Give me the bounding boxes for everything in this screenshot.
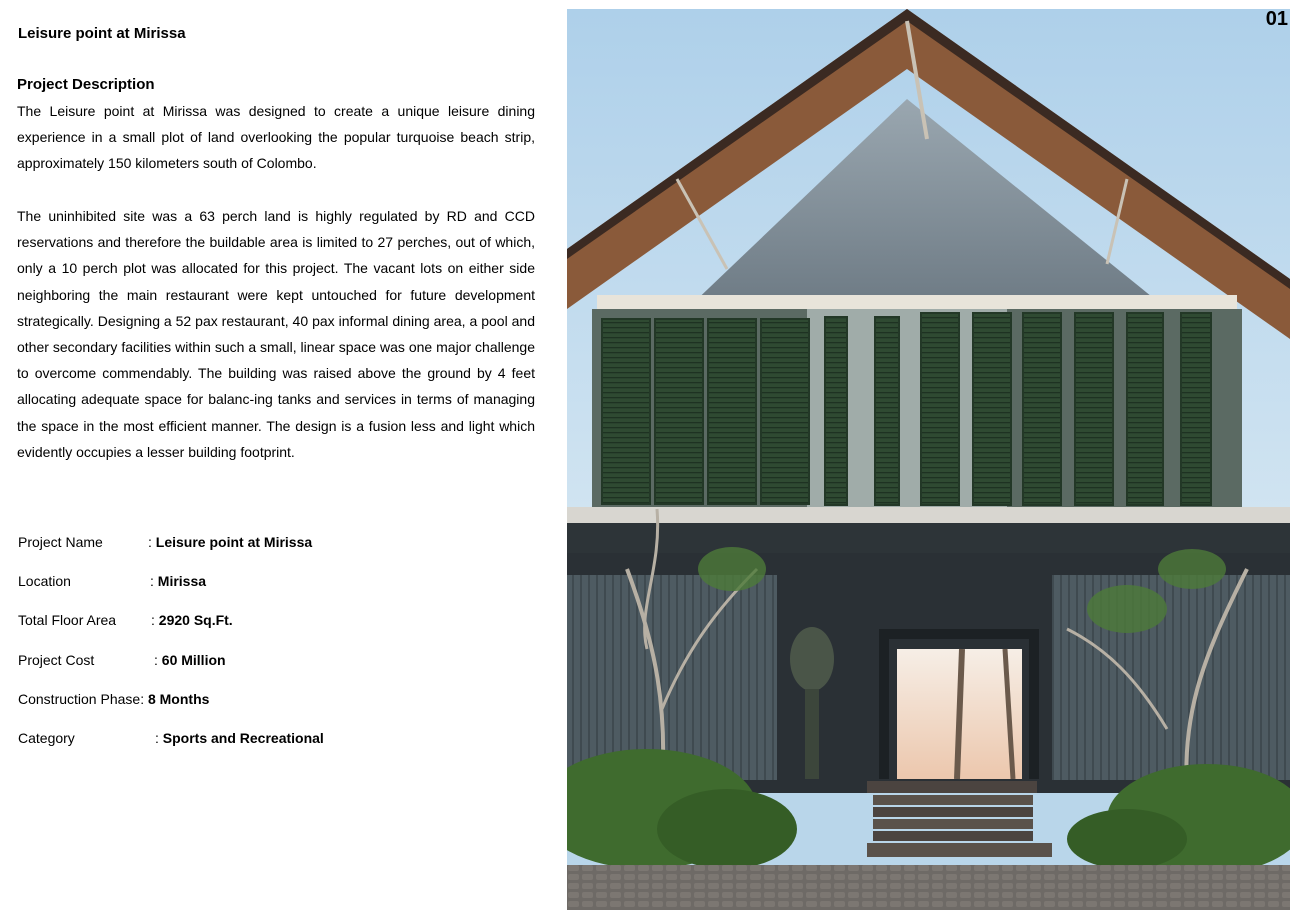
spec-row-total-floor-area [18,612,324,651]
page-number: 01 [1265,8,1288,30]
spec-separator: : [150,573,154,590]
spec-label: Location [18,573,71,590]
spec-value: 2920 Sq.Ft. [158,612,233,629]
spec-row-category [18,730,324,769]
page-title: Leisure point at Mirissa [18,25,186,42]
spec-row-project-name [18,534,324,573]
spec-row-construction-phase [18,691,324,730]
spec-value: 60 Million [161,651,226,668]
spec-row-project-cost [18,652,324,691]
spec-value: 8 Months [147,690,210,707]
spec-separator: : [151,612,155,629]
spec-label: Total Floor Area [18,612,117,629]
spec-label: Project Name [18,534,103,550]
description-paragraph: The Leisure point at Mirissa was designed to create a unique leisure dining experience in a small plot of land overlooking the popular turquoise beach strip, approximately 150 kilometers south of Colombo. [17,103,535,172]
spec-separator: : [155,729,159,746]
description-heading: Project Description [17,76,155,93]
spec-row-location [18,573,324,612]
spec-label: Project Cost [18,651,95,668]
spec-label: Category [18,729,75,746]
spec-value: Leisure point at Mirissa [155,534,313,550]
spec-label: Construction Phase [18,690,141,707]
description-paragraph: The uninhibited site was a 63 perch land is highly regulated by RD and CCD reservations and therefore the buildable area is limited to 27 perches, out of which, only a 10 perch plot was allocated for this project. The vacant lots on either side neighboring the main restaurant were kept untouched for future development strategically. Designing a 52 pax restaurant, 40 pax informal dining area, a pool and other secondary facilities within such a small, linear space was one major challenge to overcome commendably. The building was raised above the ground by 4 feet allocating adequate space for balanc-ing tanks and services in terms of managing the space in the most efficient manner. The design is a fusion less and light which evidently occupies a lesser building footprint. [17,208,535,460]
spec-value: Mirissa [157,573,207,590]
spec-separator: : [154,651,158,668]
project-specs [18,534,324,769]
building-facade-photo [567,9,1290,910]
spec-separator: : [140,690,145,707]
spec-value: Sports and Recreational [162,729,324,746]
spec-separator: : [148,534,152,550]
